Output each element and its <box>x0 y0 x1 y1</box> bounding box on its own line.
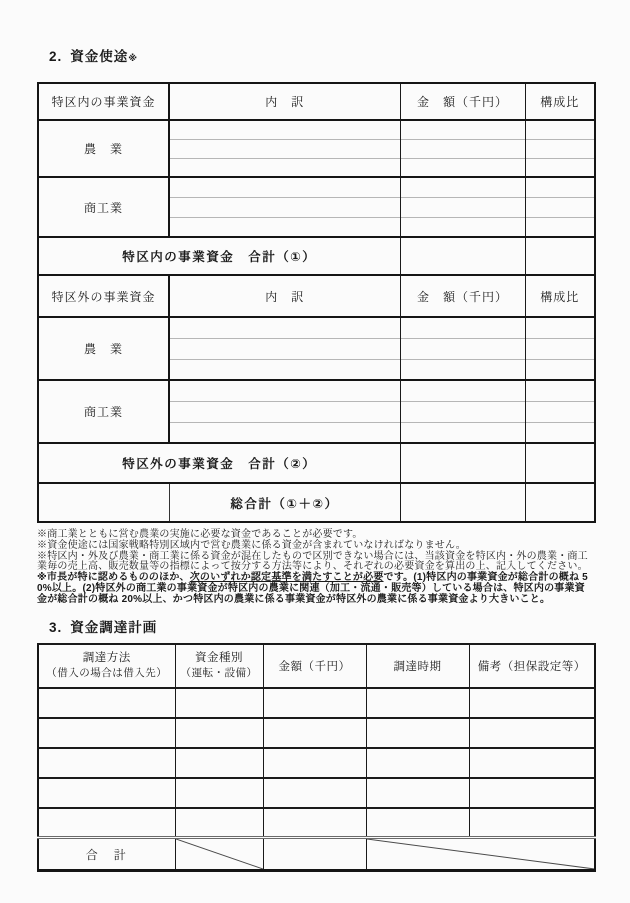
amount-header-cell: 金 額（千円） <box>400 83 525 120</box>
breakdown-cell <box>169 317 400 338</box>
amount-cell <box>400 380 525 401</box>
note-criteria-underlined: 次のいずれか認定基準を満たすことが必要 <box>189 572 384 584</box>
timing-cell <box>366 778 469 808</box>
fund-type-struck-cell <box>175 838 263 871</box>
method-cell <box>38 688 175 718</box>
zone-in-header-cell: 特区内の事業資金 <box>38 83 169 120</box>
zone-in-total-label: 特区内の事業資金 合計（①） <box>38 237 400 275</box>
zone-out-total-label: 特区外の事業資金 合計（②） <box>38 443 400 483</box>
amount-cell <box>400 317 525 338</box>
ratio-cell <box>525 139 595 158</box>
timing-header-cell: 調達時期 <box>366 644 469 688</box>
fund-type-header-line1: 資金種別 <box>195 651 243 664</box>
ratio-cell <box>525 422 595 443</box>
amount-cell <box>400 120 525 139</box>
fund-type-cell <box>175 778 263 808</box>
amount-cell <box>400 483 525 522</box>
fund-type-cell <box>175 718 263 748</box>
amount-cell <box>263 808 366 838</box>
procurement-header-row <box>38 644 595 688</box>
procurement-row-4 <box>38 778 595 808</box>
timing-remarks-struck-cell <box>366 838 595 871</box>
timing-cell <box>366 808 469 838</box>
amount-cell <box>400 422 525 443</box>
breakdown-cell <box>169 422 400 443</box>
amount-cell <box>400 197 525 217</box>
breakdown-cell <box>169 197 400 217</box>
amount-cell <box>263 778 366 808</box>
note-line: ※特区内・外及び農業・商工業に係る資金が混在したもので区別できない場合には、当該資金を特区内・外の農業・商工業毎の売上高、販売数量等の指標によって按分する方法等により、それぞれの必要資金を算出の上、記入してください。 <box>37 550 588 573</box>
amount-cell <box>400 217 525 237</box>
ratio-cell <box>525 359 595 380</box>
ratio-cell <box>525 197 595 217</box>
amount-cell <box>400 401 525 422</box>
fund-type-header-line2: （運転・設備） <box>180 667 258 679</box>
method-cell <box>38 778 175 808</box>
total-amount-cell <box>263 838 366 871</box>
fund-type-cell <box>175 748 263 778</box>
remarks-cell <box>469 718 595 748</box>
ratio-cell <box>525 120 595 139</box>
timing-cell <box>366 748 469 778</box>
zone-in-agriculture-row-1 <box>38 120 595 139</box>
ratio-cell <box>525 338 595 359</box>
amount-cell <box>400 158 525 177</box>
ratio-header-cell: 構成比 <box>525 83 595 120</box>
procurement-row-2 <box>38 718 595 748</box>
ratio-cell <box>525 401 595 422</box>
section-3-heading: 資金調達計画 <box>70 619 158 635</box>
section-2-number: 2. <box>49 49 63 64</box>
section-3-number: 3. <box>49 619 63 635</box>
breakdown-cell <box>169 380 400 401</box>
amount-cell <box>263 688 366 718</box>
breakdown-header-cell: 内 訳 <box>169 83 400 120</box>
grand-total-row <box>38 483 595 522</box>
amount-header-cell: 金額（千円） <box>263 644 366 688</box>
breakdown-cell <box>169 359 400 380</box>
diagonal-strike <box>367 839 595 869</box>
amount-cell <box>263 718 366 748</box>
zone-out-header-row <box>38 275 595 317</box>
method-cell <box>38 808 175 838</box>
fund-type-cell <box>175 688 263 718</box>
ratio-cell <box>525 158 595 177</box>
method-header-line1: 調達方法 <box>82 651 131 664</box>
breakdown-cell <box>169 217 400 237</box>
timing-cell <box>366 688 469 718</box>
breakdown-header-cell: 内 訳 <box>169 275 400 317</box>
asterisk-mark: ※ <box>128 53 139 63</box>
amount-cell <box>400 139 525 158</box>
ratio-cell <box>525 443 595 483</box>
zone-out-header-cell: 特区外の事業資金 <box>38 275 169 317</box>
zone-in-header-row <box>38 83 595 120</box>
ratio-cell <box>525 237 595 275</box>
breakdown-cell <box>169 120 400 139</box>
procurement-row-3 <box>38 748 595 778</box>
agriculture-label-cell: 農 業 <box>38 120 169 177</box>
ratio-header-cell: 構成比 <box>525 275 595 317</box>
amount-cell <box>400 443 525 483</box>
ratio-cell <box>525 217 595 237</box>
amount-cell <box>400 177 525 197</box>
procurement-table <box>37 643 596 873</box>
agriculture-label-cell: 農 業 <box>38 317 169 380</box>
grand-total-label: 総合計（①＋②） <box>169 483 400 522</box>
remarks-cell <box>469 778 595 808</box>
procurement-total-label: 合 計 <box>38 838 175 871</box>
grand-total-spacer-cell <box>38 483 169 522</box>
zone-out-commerce-row-1 <box>38 380 595 401</box>
breakdown-cell <box>169 139 400 158</box>
section-3-title <box>49 616 594 636</box>
procurement-total-row <box>38 838 595 871</box>
note-criteria-prefix: ※市長が特に認めるもののほか、 <box>37 572 190 584</box>
amount-cell <box>400 237 525 275</box>
notes-block <box>37 530 594 606</box>
ratio-cell <box>525 177 595 197</box>
ratio-cell <box>525 380 595 401</box>
commerce-label-cell: 商工業 <box>38 380 169 443</box>
commerce-label-cell: 商工業 <box>38 177 169 237</box>
zone-in-total-row <box>38 237 595 275</box>
note-line: ※資金使途には国家戦略特別区域内で営む農業に係る資金が含まれていなければなりません。 <box>37 539 466 551</box>
ratio-cell <box>525 483 595 522</box>
fund-usage-table <box>37 82 596 523</box>
fund-type-cell <box>175 808 263 838</box>
breakdown-cell <box>169 401 400 422</box>
remarks-cell <box>469 748 595 778</box>
procurement-row-5 <box>38 808 595 838</box>
zone-in-commerce-row-1 <box>38 177 595 197</box>
note-line: ※商工業とともに営む農業の実施に必要な資金であることが必要です。 <box>37 529 363 540</box>
ratio-cell <box>525 317 595 338</box>
zone-out-agriculture-row-1 <box>38 317 595 338</box>
section-2-heading: 資金使途 <box>70 49 129 64</box>
amount-cell <box>400 359 525 380</box>
remarks-cell <box>469 688 595 718</box>
timing-cell <box>366 718 469 748</box>
diagonal-strike <box>176 839 263 869</box>
amount-cell <box>263 748 366 778</box>
method-cell <box>38 748 175 778</box>
method-header-line2: （借入の場合は借入先） <box>46 667 168 679</box>
note-line-criteria <box>37 573 594 605</box>
section-2-title <box>49 45 594 65</box>
breakdown-cell <box>169 338 400 359</box>
amount-header-cell: 金 額（千円） <box>400 275 525 317</box>
fund-type-header-cell <box>175 644 263 688</box>
zone-out-total-row <box>38 443 595 483</box>
breakdown-cell <box>169 158 400 177</box>
amount-cell <box>400 338 525 359</box>
method-cell <box>38 718 175 748</box>
note-criteria-suffix: です。(1)特区内の事業資金が総合計の概ね 50%以上。(2)特区外の商工業の事業資金が特区内の農業に関連（加工・流通・販売等）している場合は、特区内の事業資金が総合計の概ね 20%以上、かつ特区内の農業に係る事業資金が特区外の農業に係る事業資金より大きいこと。 <box>37 572 588 605</box>
remarks-cell <box>469 808 595 838</box>
remarks-header-cell: 備考（担保設定等） <box>469 644 595 688</box>
method-header-cell <box>38 644 175 688</box>
procurement-row-1 <box>38 688 595 718</box>
breakdown-cell <box>169 177 400 197</box>
